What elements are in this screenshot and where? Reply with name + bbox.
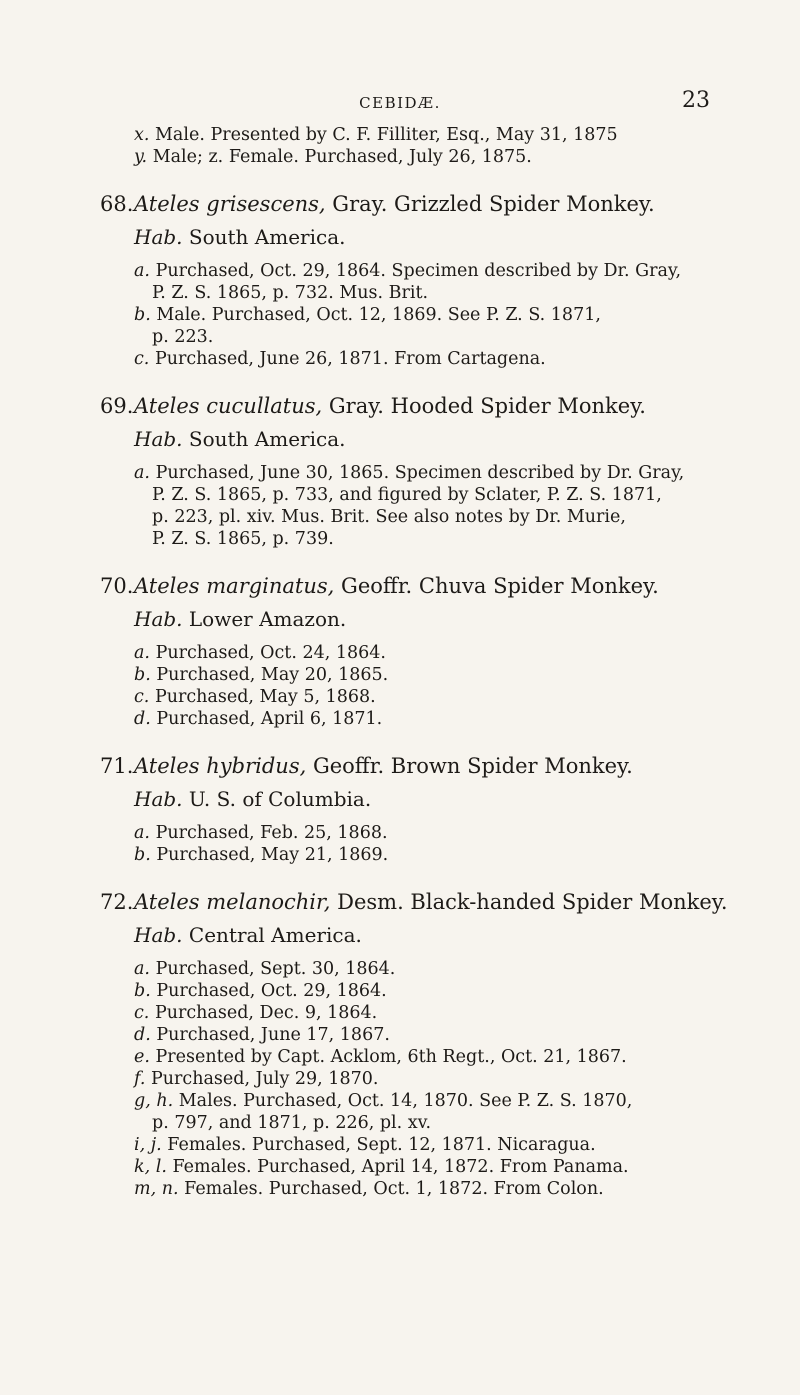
specimen-text: Purchased, May 21, 1869.	[156, 845, 389, 865]
specimen-text: p. 223, pl. xiv. Mus. Brit. See also notes by Dr. Murie,	[152, 507, 626, 527]
specimen-line	[100, 282, 740, 304]
specimen-letter: a.	[134, 463, 150, 483]
specimen-letter: g, h.	[134, 1091, 174, 1111]
specimen-letter: b.	[134, 845, 151, 865]
specimen-line	[100, 1024, 740, 1046]
species-title	[100, 570, 740, 603]
species-entry	[100, 390, 740, 550]
specimen-line	[100, 1002, 740, 1024]
species-number: 70.	[100, 574, 134, 598]
species-list	[100, 188, 740, 1200]
specimen-text: P. Z. S. 1865, p. 732. Mus. Brit.	[152, 283, 429, 303]
species-latin-name: Ateles melanochir,	[134, 890, 331, 914]
specimen-letter: a.	[134, 959, 150, 979]
specimen-text: P. Z. S. 1865, p. 733, and figured by Sclater, P. Z. S. 1871,	[152, 485, 662, 505]
habitat-label: Hab.	[134, 923, 183, 947]
species-authority-common-name: Geoffr. Brown Spider Monkey.	[312, 754, 633, 778]
specimen-letter: b.	[134, 665, 151, 685]
specimen-line	[100, 304, 740, 326]
specimen-line	[100, 506, 740, 528]
habitat-value: South America.	[188, 427, 346, 451]
specimen-line	[100, 348, 740, 370]
habitat-label: Hab.	[134, 427, 183, 451]
specimen-text: Females. Purchased, Oct. 1, 1872. From Colon.	[184, 1179, 604, 1199]
specimen-letter: k, l.	[134, 1157, 167, 1177]
specimen-letter: e.	[134, 1047, 150, 1067]
specimen-line	[100, 708, 740, 730]
species-title	[100, 390, 740, 423]
species-latin-name: Ateles hybridus,	[134, 754, 307, 778]
specimen-line	[100, 260, 740, 282]
specimen-line	[100, 528, 740, 550]
species-entry	[100, 750, 740, 866]
habitat-value: Lower Amazon.	[188, 607, 347, 631]
specimen-line	[100, 642, 740, 664]
specimen-text: Purchased, Oct. 29, 1864. Specimen described by Dr. Gray,	[155, 261, 682, 281]
habitat-value: Central America.	[188, 923, 362, 947]
habitat-line	[100, 783, 740, 816]
species-title	[100, 188, 740, 221]
specimen-text: Purchased, June 26, 1871. From Cartagena.	[154, 349, 546, 369]
species-title	[100, 750, 740, 783]
specimen-text: Purchased, Oct. 29, 1864.	[156, 981, 387, 1001]
specimen-letter: d.	[134, 709, 151, 729]
specimen-letter: f.	[134, 1069, 146, 1089]
species-entry	[100, 886, 740, 1200]
species-number: 72.	[100, 890, 134, 914]
specimen-line	[100, 1178, 740, 1200]
specimen-letter: c.	[134, 349, 150, 369]
intro-specimens	[100, 124, 740, 168]
specimen-text: Males. Purchased, Oct. 14, 1870. See P. Z. S. 1870,	[178, 1091, 633, 1111]
specimen-text: Purchased, June 17, 1867.	[156, 1025, 390, 1045]
specimen-text: P. Z. S. 1865, p. 739.	[152, 529, 334, 549]
specimen-text: Purchased, April 6, 1871.	[156, 709, 383, 729]
specimen-text: Purchased, Dec. 9, 1864.	[154, 1003, 378, 1023]
specimen-letter: a.	[134, 261, 150, 281]
habitat-value: U. S. of Columbia.	[188, 787, 372, 811]
specimen-letter: d.	[134, 1025, 151, 1045]
specimen-line	[100, 1156, 740, 1178]
species-latin-name: Ateles cucullatus,	[134, 394, 323, 418]
habitat-line	[100, 603, 740, 636]
specimen-line	[100, 1112, 740, 1134]
specimen-line: y. Male; z. Female. Purchased, July 26, 1875.	[134, 147, 532, 167]
specimen-line	[100, 958, 740, 980]
specimen-line	[100, 1134, 740, 1156]
species-entry	[100, 188, 740, 370]
specimen-letter: a.	[134, 823, 150, 843]
species-authority-common-name: Geoffr. Chuva Spider Monkey.	[341, 574, 659, 598]
specimen-text: Purchased, May 20, 1865.	[156, 665, 389, 685]
specimen-letter: c.	[134, 1003, 150, 1023]
species-title	[100, 886, 740, 919]
habitat-line	[100, 221, 740, 254]
specimen-text: p. 223.	[152, 327, 214, 347]
specimen-text: p. 797, and 1871, p. 226, pl. xv.	[152, 1113, 432, 1133]
specimen-text: Purchased, Feb. 25, 1868.	[155, 823, 388, 843]
specimen-text: Male. Purchased, Oct. 12, 1869. See P. Z. S. 1871,	[156, 305, 601, 325]
habitat-line	[100, 423, 740, 456]
specimen-letter: m, n.	[134, 1179, 179, 1199]
specimen-line	[100, 1046, 740, 1068]
habitat-label: Hab.	[134, 225, 183, 249]
species-authority-common-name: Gray. Grizzled Spider Monkey.	[332, 192, 655, 216]
species-latin-name: Ateles marginatus,	[134, 574, 335, 598]
specimen-line	[100, 326, 740, 348]
specimen-line	[100, 844, 740, 866]
specimen-text: Purchased, May 5, 1868.	[154, 687, 376, 707]
specimen-line	[100, 822, 740, 844]
specimen-line	[100, 1090, 740, 1112]
species-authority-common-name: Gray. Hooded Spider Monkey.	[328, 394, 646, 418]
running-title: CEBIDÆ.	[359, 94, 441, 112]
habitat-label: Hab.	[134, 607, 183, 631]
specimen-text: Purchased, Oct. 24, 1864.	[155, 643, 386, 663]
specimen-line	[100, 484, 740, 506]
specimen-letter: b.	[134, 981, 151, 1001]
species-number: 68.	[100, 192, 134, 216]
specimen-text: Females. Purchased, April 14, 1872. From Panama.	[172, 1157, 629, 1177]
specimen-line	[100, 664, 740, 686]
entries	[100, 124, 740, 1200]
specimen-line	[100, 462, 740, 484]
species-latin-name: Ateles grisescens,	[134, 192, 326, 216]
specimen-line: x. Male. Presented by C. F. Filliter, Esq., May 31, 1875	[134, 125, 618, 145]
species-authority-common-name: Desm. Black-handed Spider Monkey.	[337, 890, 728, 914]
specimen-text: Purchased, July 29, 1870.	[151, 1069, 379, 1089]
specimen-letter: a.	[134, 643, 150, 663]
page-number: 23	[682, 88, 710, 113]
specimen-text: Presented by Capt. Acklom, 6th Regt., Oct. 21, 1867.	[155, 1047, 627, 1067]
habitat-value: South America.	[188, 225, 346, 249]
specimen-line	[100, 686, 740, 708]
habitat-label: Hab.	[134, 787, 183, 811]
specimen-letter: i, j.	[134, 1135, 162, 1155]
specimen-letter: b.	[134, 305, 151, 325]
specimen-line	[100, 1068, 740, 1090]
specimen-letter: c.	[134, 687, 150, 707]
specimen-text: Purchased, Sept. 30, 1864.	[155, 959, 396, 979]
species-number: 69.	[100, 394, 134, 418]
species-entry	[100, 570, 740, 730]
specimen-line	[100, 980, 740, 1002]
specimen-text: Purchased, June 30, 1865. Specimen described by Dr. Gray,	[155, 463, 685, 483]
habitat-line	[100, 919, 740, 952]
specimen-text: Females. Purchased, Sept. 12, 1871. Nicaragua.	[167, 1135, 596, 1155]
species-number: 71.	[100, 754, 134, 778]
